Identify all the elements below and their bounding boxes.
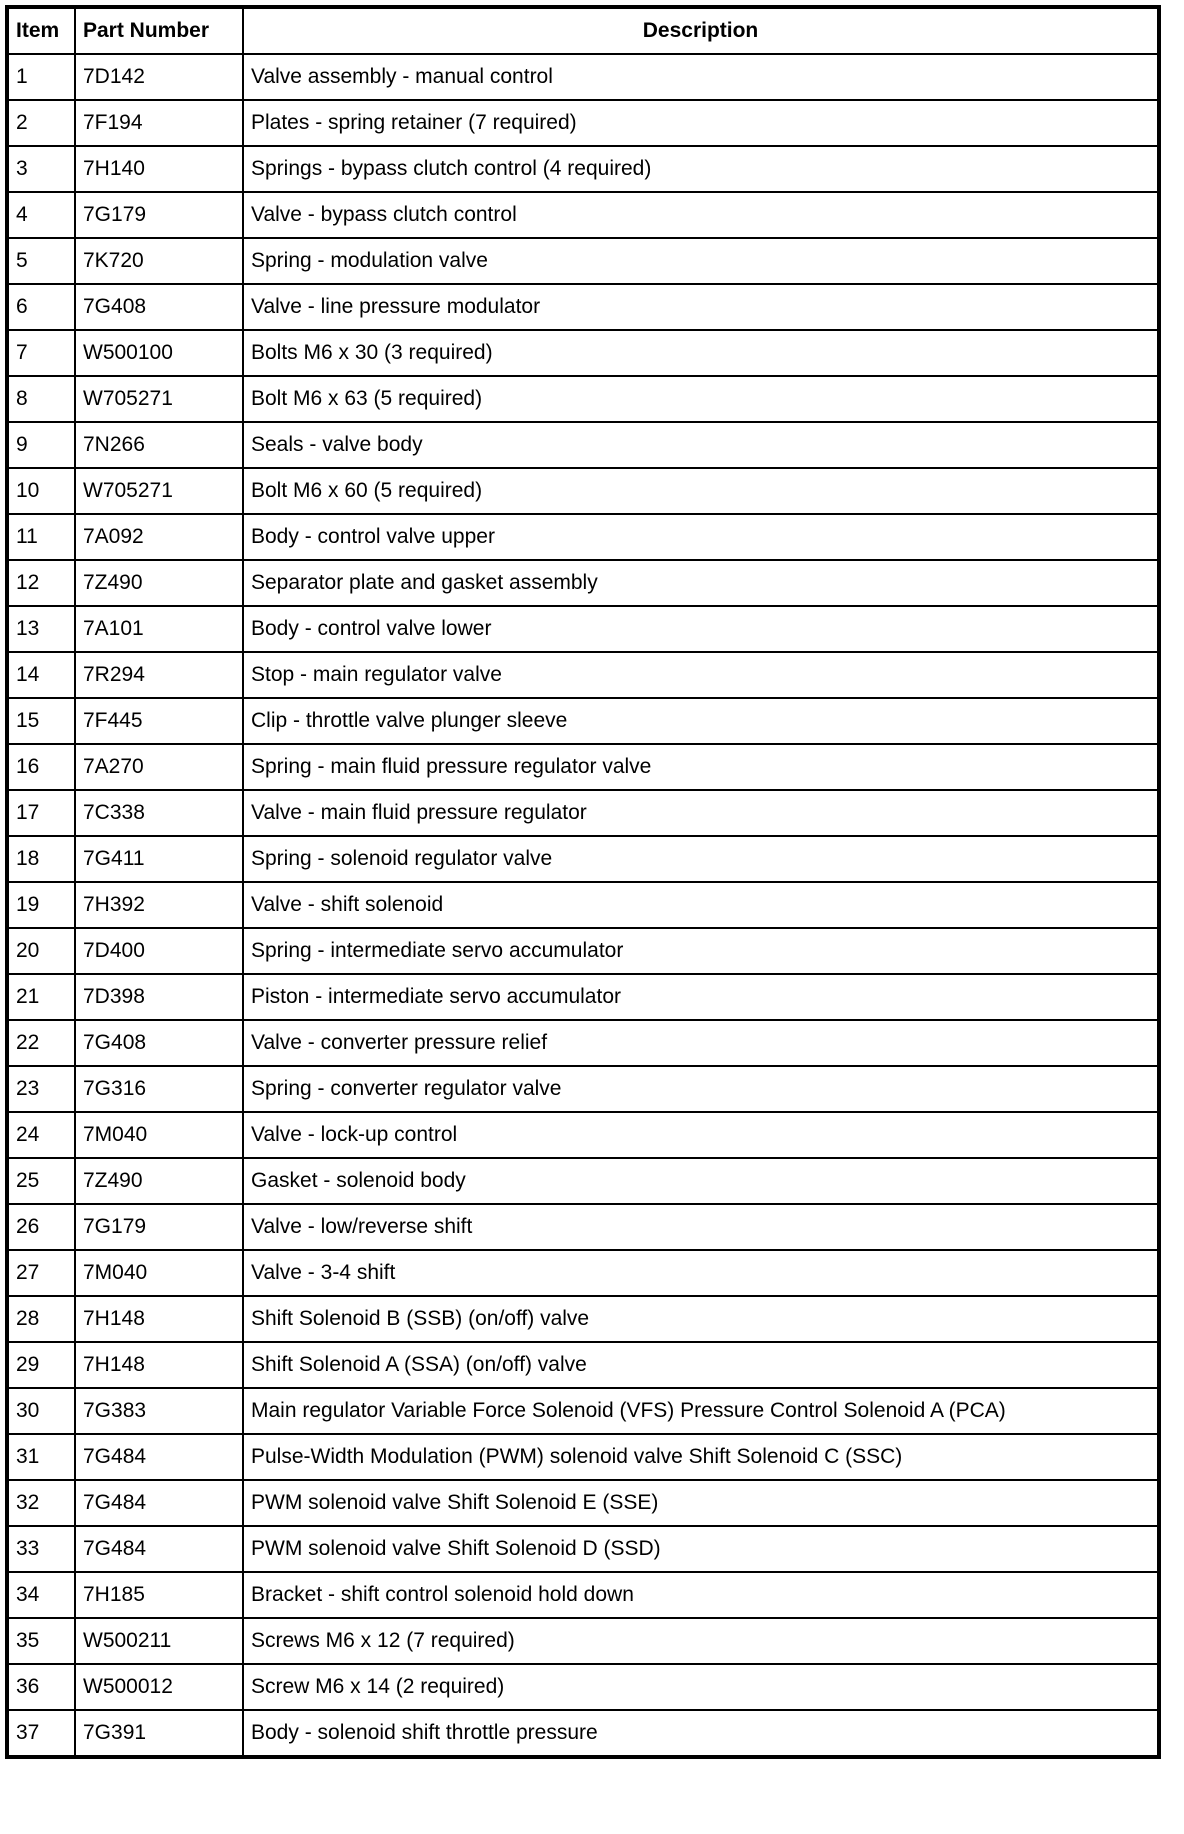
part-number-cell: W500100 xyxy=(75,330,243,376)
table-row xyxy=(7,376,1159,422)
table-row xyxy=(7,1618,1159,1664)
item-cell: 13 xyxy=(7,606,75,652)
item-cell: 20 xyxy=(7,928,75,974)
table-row xyxy=(7,100,1159,146)
part-number-cell: 7D398 xyxy=(75,974,243,1020)
item-cell: 27 xyxy=(7,1250,75,1296)
part-number-cell: 7H185 xyxy=(75,1572,243,1618)
table-row xyxy=(7,468,1159,514)
description-cell: Valve - line pressure modulator xyxy=(243,284,1159,330)
item-cell: 25 xyxy=(7,1158,75,1204)
part-number-cell: 7A270 xyxy=(75,744,243,790)
description-cell: Stop - main regulator valve xyxy=(243,652,1159,698)
table-row xyxy=(7,1250,1159,1296)
table-row xyxy=(7,744,1159,790)
part-number-cell: 7R294 xyxy=(75,652,243,698)
part-number-cell: 7G179 xyxy=(75,192,243,238)
item-cell: 33 xyxy=(7,1526,75,1572)
item-cell: 4 xyxy=(7,192,75,238)
table-row xyxy=(7,284,1159,330)
part-number-cell: 7Z490 xyxy=(75,1158,243,1204)
part-number-cell: 7D400 xyxy=(75,928,243,974)
description-cell: Plates - spring retainer (7 required) xyxy=(243,100,1159,146)
part-number-cell: 7A101 xyxy=(75,606,243,652)
item-cell: 31 xyxy=(7,1434,75,1480)
table-row xyxy=(7,1388,1159,1434)
part-number-cell: 7G408 xyxy=(75,1020,243,1066)
item-cell: 26 xyxy=(7,1204,75,1250)
table-row xyxy=(7,1480,1159,1526)
item-cell: 17 xyxy=(7,790,75,836)
table-row xyxy=(7,652,1159,698)
description-cell: PWM solenoid valve Shift Solenoid D (SSD) xyxy=(243,1526,1159,1572)
part-number-cell: 7Z490 xyxy=(75,560,243,606)
table-row xyxy=(7,1204,1159,1250)
part-number-cell: 7K720 xyxy=(75,238,243,284)
item-cell: 36 xyxy=(7,1664,75,1710)
table-row xyxy=(7,560,1159,606)
header-part-number: Part Number xyxy=(75,7,243,54)
table-row xyxy=(7,1158,1159,1204)
part-number-cell: W500012 xyxy=(75,1664,243,1710)
part-number-cell: 7G484 xyxy=(75,1434,243,1480)
table-row xyxy=(7,1020,1159,1066)
item-cell: 7 xyxy=(7,330,75,376)
table-row xyxy=(7,146,1159,192)
item-cell: 21 xyxy=(7,974,75,1020)
description-cell: Seals - valve body xyxy=(243,422,1159,468)
part-number-cell: 7G391 xyxy=(75,1710,243,1757)
description-cell: Spring - modulation valve xyxy=(243,238,1159,284)
item-cell: 23 xyxy=(7,1066,75,1112)
part-number-cell: 7D142 xyxy=(75,54,243,100)
description-cell: Shift Solenoid B (SSB) (on/off) valve xyxy=(243,1296,1159,1342)
description-cell: Body - control valve lower xyxy=(243,606,1159,652)
description-cell: Bolt M6 x 63 (5 required) xyxy=(243,376,1159,422)
header-row xyxy=(7,7,1159,54)
part-number-cell: 7F194 xyxy=(75,100,243,146)
part-number-cell: 7M040 xyxy=(75,1250,243,1296)
part-number-cell: 7G411 xyxy=(75,836,243,882)
description-cell: Main regulator Variable Force Solenoid (VFS) Pressure Control Solenoid A (PCA) xyxy=(243,1388,1159,1434)
header-item: Item xyxy=(7,7,75,54)
item-cell: 12 xyxy=(7,560,75,606)
table-row xyxy=(7,790,1159,836)
item-cell: 34 xyxy=(7,1572,75,1618)
description-cell: Valve - main fluid pressure regulator xyxy=(243,790,1159,836)
item-cell: 3 xyxy=(7,146,75,192)
table-row xyxy=(7,1572,1159,1618)
description-cell: Screws M6 x 12 (7 required) xyxy=(243,1618,1159,1664)
description-cell: Valve - bypass clutch control xyxy=(243,192,1159,238)
description-cell: Piston - intermediate servo accumulator xyxy=(243,974,1159,1020)
description-cell: Spring - intermediate servo accumulator xyxy=(243,928,1159,974)
description-cell: Body - control valve upper xyxy=(243,514,1159,560)
parts-table-body xyxy=(7,54,1159,1757)
item-cell: 22 xyxy=(7,1020,75,1066)
item-cell: 37 xyxy=(7,1710,75,1757)
table-row xyxy=(7,698,1159,744)
table-row xyxy=(7,514,1159,560)
description-cell: Valve - low/reverse shift xyxy=(243,1204,1159,1250)
table-row xyxy=(7,836,1159,882)
part-number-cell: 7H392 xyxy=(75,882,243,928)
description-cell: Bolts M6 x 30 (3 required) xyxy=(243,330,1159,376)
part-number-cell: 7A092 xyxy=(75,514,243,560)
description-cell: Bracket - shift control solenoid hold down xyxy=(243,1572,1159,1618)
item-cell: 8 xyxy=(7,376,75,422)
item-cell: 9 xyxy=(7,422,75,468)
table-row xyxy=(7,422,1159,468)
item-cell: 35 xyxy=(7,1618,75,1664)
table-row xyxy=(7,928,1159,974)
item-cell: 29 xyxy=(7,1342,75,1388)
item-cell: 11 xyxy=(7,514,75,560)
part-number-cell: 7F445 xyxy=(75,698,243,744)
description-cell: Valve - shift solenoid xyxy=(243,882,1159,928)
item-cell: 5 xyxy=(7,238,75,284)
table-row xyxy=(7,330,1159,376)
table-row xyxy=(7,1296,1159,1342)
description-cell: Bolt M6 x 60 (5 required) xyxy=(243,468,1159,514)
table-row xyxy=(7,1342,1159,1388)
item-cell: 16 xyxy=(7,744,75,790)
item-cell: 30 xyxy=(7,1388,75,1434)
item-cell: 18 xyxy=(7,836,75,882)
part-number-cell: 7G316 xyxy=(75,1066,243,1112)
description-cell: Gasket - solenoid body xyxy=(243,1158,1159,1204)
item-cell: 1 xyxy=(7,54,75,100)
part-number-cell: W705271 xyxy=(75,376,243,422)
table-row xyxy=(7,1664,1159,1710)
item-cell: 19 xyxy=(7,882,75,928)
description-cell: Clip - throttle valve plunger sleeve xyxy=(243,698,1159,744)
table-row xyxy=(7,238,1159,284)
description-cell: Valve - converter pressure relief xyxy=(243,1020,1159,1066)
part-number-cell: W500211 xyxy=(75,1618,243,1664)
table-row xyxy=(7,1066,1159,1112)
item-cell: 14 xyxy=(7,652,75,698)
item-cell: 32 xyxy=(7,1480,75,1526)
part-number-cell: W705271 xyxy=(75,468,243,514)
description-cell: Spring - converter regulator valve xyxy=(243,1066,1159,1112)
part-number-cell: 7G484 xyxy=(75,1480,243,1526)
part-number-cell: 7C338 xyxy=(75,790,243,836)
part-number-cell: 7G408 xyxy=(75,284,243,330)
table-row xyxy=(7,882,1159,928)
description-cell: Valve - lock-up control xyxy=(243,1112,1159,1158)
description-cell: Screw M6 x 14 (2 required) xyxy=(243,1664,1159,1710)
table-row xyxy=(7,1710,1159,1757)
description-cell: PWM solenoid valve Shift Solenoid E (SSE) xyxy=(243,1480,1159,1526)
description-cell: Body - solenoid shift throttle pressure xyxy=(243,1710,1159,1757)
table-row xyxy=(7,1434,1159,1480)
item-cell: 6 xyxy=(7,284,75,330)
part-number-cell: 7H148 xyxy=(75,1342,243,1388)
description-cell: Separator plate and gasket assembly xyxy=(243,560,1159,606)
item-cell: 10 xyxy=(7,468,75,514)
table-row xyxy=(7,1112,1159,1158)
parts-table xyxy=(5,5,1161,1759)
part-number-cell: 7M040 xyxy=(75,1112,243,1158)
part-number-cell: 7H148 xyxy=(75,1296,243,1342)
header-description: Description xyxy=(243,7,1159,54)
description-cell: Valve assembly - manual control xyxy=(243,54,1159,100)
item-cell: 2 xyxy=(7,100,75,146)
item-cell: 15 xyxy=(7,698,75,744)
item-cell: 28 xyxy=(7,1296,75,1342)
part-number-cell: 7G383 xyxy=(75,1388,243,1434)
item-cell: 24 xyxy=(7,1112,75,1158)
description-cell: Springs - bypass clutch control (4 required) xyxy=(243,146,1159,192)
table-row xyxy=(7,606,1159,652)
part-number-cell: 7G179 xyxy=(75,1204,243,1250)
description-cell: Spring - main fluid pressure regulator valve xyxy=(243,744,1159,790)
description-cell: Valve - 3-4 shift xyxy=(243,1250,1159,1296)
part-number-cell: 7H140 xyxy=(75,146,243,192)
description-cell: Shift Solenoid A (SSA) (on/off) valve xyxy=(243,1342,1159,1388)
table-row xyxy=(7,192,1159,238)
table-row xyxy=(7,54,1159,100)
table-row xyxy=(7,974,1159,1020)
description-cell: Pulse-Width Modulation (PWM) solenoid valve Shift Solenoid C (SSC) xyxy=(243,1434,1159,1480)
table-row xyxy=(7,1526,1159,1572)
part-number-cell: 7N266 xyxy=(75,422,243,468)
description-cell: Spring - solenoid regulator valve xyxy=(243,836,1159,882)
part-number-cell: 7G484 xyxy=(75,1526,243,1572)
